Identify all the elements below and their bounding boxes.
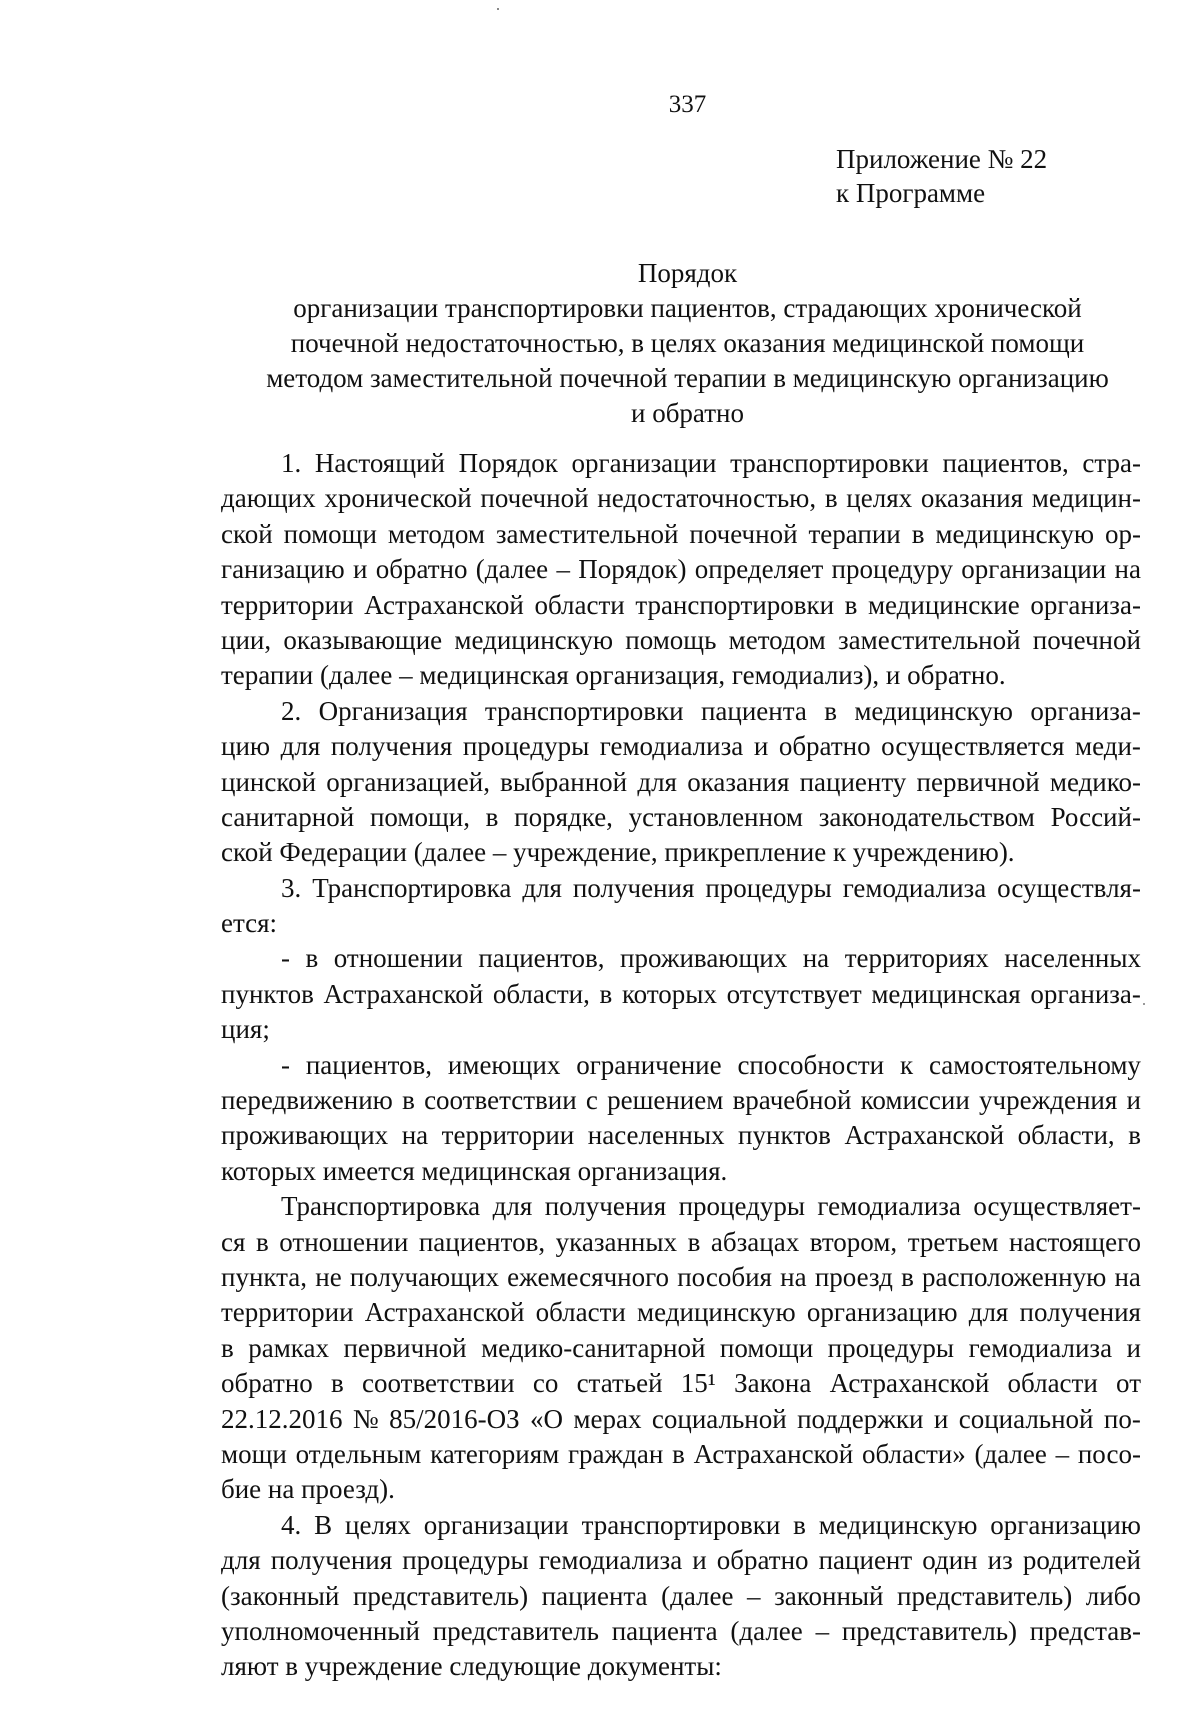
text-word: (далее (974, 1438, 1047, 1469)
text-word: населенных (1004, 943, 1141, 974)
text-line: ской Федерации (далее – учреждение, прикрепление к учреждению). (221, 837, 1015, 868)
text-line (221, 588, 1141, 623)
text-word: рамках (248, 1332, 329, 1363)
text-line (221, 1225, 1141, 1260)
text-line (221, 765, 1141, 800)
text-line (221, 481, 1141, 516)
text-word: меди- (1075, 731, 1141, 762)
text-word: помощи (719, 1332, 814, 1363)
text-word: транспортировки (484, 695, 684, 726)
text-word: хронической (324, 483, 472, 514)
text-word: способности (737, 1049, 885, 1080)
text-word: методом (387, 518, 485, 549)
text-word: отношении (279, 1226, 409, 1257)
text-word: порядке, (514, 801, 613, 832)
text-word: на (401, 1120, 429, 1151)
text-word: стра- (1082, 448, 1141, 478)
text-word: пациентов, (305, 1049, 433, 1080)
text-word: недостаточностью, (597, 483, 817, 514)
text-word: на (1114, 1261, 1141, 1292)
text-word: заместительной (837, 624, 1021, 655)
title-line: почечной недостаточностью, в целях оказания медицинской помощи (290, 328, 1085, 358)
text-word: процедуры (827, 1332, 955, 1363)
text-word: медицинскую (454, 624, 614, 655)
title-heading: Порядок (637, 258, 738, 288)
text-word: для (522, 872, 562, 903)
text-word: территории (221, 1297, 354, 1328)
text-word: – (747, 1580, 761, 1611)
text-word: Астраханской (829, 1368, 990, 1399)
text-word: пациента (700, 695, 807, 726)
text-word: территориях (844, 943, 989, 974)
text-word: Астраханской (323, 978, 484, 1009)
text-word: и (352, 554, 368, 585)
text-word: получения (330, 731, 453, 762)
text-word: получения (1019, 1297, 1141, 1328)
text-word: мощи (221, 1438, 287, 1469)
text-line: ется: (221, 908, 278, 939)
text-word: транспортировки (635, 589, 835, 620)
text-word: Порядок) (578, 554, 687, 585)
text-word: третьем (907, 1226, 999, 1257)
text-word: осуществля- (997, 872, 1141, 903)
text-word: помощь (625, 624, 717, 655)
text-word: в (1128, 1120, 1141, 1151)
text-word: с (585, 1085, 598, 1116)
text-word: помощи, (369, 801, 470, 832)
text-line (221, 1508, 1141, 1543)
text-word: ся (221, 1226, 246, 1257)
text-word: пациента (611, 1615, 718, 1646)
text-word: врачебной (732, 1085, 852, 1116)
text-word: в (844, 589, 858, 620)
text-word: в (305, 943, 319, 974)
text-word: 15¹ (680, 1368, 716, 1399)
text-word: представ- (1029, 1615, 1141, 1646)
text-word: в (402, 1085, 415, 1116)
text-word: ежемесячного (507, 1261, 670, 1292)
text-word: медико- (1049, 766, 1141, 797)
text-word: организации (423, 1509, 569, 1540)
text-word: (далее (730, 1615, 803, 1646)
text-word: выбранной (500, 766, 628, 797)
text-word: представитель) (352, 1580, 529, 1611)
text-word: в (485, 801, 499, 832)
text-word: уполномоченный (221, 1615, 420, 1646)
title-line: и обратно (631, 398, 744, 428)
text-word: Россий- (1050, 801, 1141, 832)
text-word: гемодиализа (599, 731, 744, 762)
text-line (221, 1048, 1141, 1083)
text-word: организа- (1030, 978, 1141, 1009)
text-word: в (255, 1226, 269, 1257)
text-word: осуществляет- (973, 1191, 1141, 1222)
annex-header (836, 142, 1047, 210)
text-word: определяет (694, 554, 824, 585)
text-word: получения (270, 1545, 393, 1576)
text-word: гемодиализа (817, 1191, 961, 1222)
document-title (230, 256, 1145, 431)
text-word: (законный (221, 1580, 340, 1611)
text-word: в (221, 1332, 234, 1363)
text-word: для (637, 766, 677, 797)
text-word: организа- (1030, 695, 1141, 726)
text-word: «О (530, 1403, 564, 1434)
text-word: в (824, 695, 837, 726)
text-word: проезд (814, 1261, 893, 1292)
text-line: бие на проезд). (221, 1474, 395, 1505)
text-word: процедуры (402, 1545, 529, 1576)
text-word: ор- (1105, 518, 1141, 549)
text-line: которых имеется медицинская организация. (221, 1155, 728, 1186)
text-word: организа- (1030, 589, 1141, 620)
text-word: получения (572, 872, 695, 903)
text-line (221, 729, 1141, 764)
text-word: процедуры (462, 731, 590, 762)
text-word: на (802, 943, 830, 974)
text-word: на (1114, 554, 1141, 585)
text-word: указанных (555, 1226, 678, 1257)
text-line (221, 1402, 1141, 1437)
text-word: процедуры (678, 1191, 805, 1222)
text-line (221, 977, 1141, 1012)
text-word: обратно (221, 1368, 313, 1399)
text-word: соответствии (362, 1368, 515, 1399)
text-word: Астраханской (364, 589, 524, 620)
text-word: 4. (281, 1509, 302, 1540)
text-word: для (968, 1297, 1009, 1328)
text-word: заместительной (495, 518, 679, 549)
annex-number: Приложение № 22 (836, 144, 1048, 174)
text-line (221, 446, 1141, 481)
text-word: не (315, 1261, 342, 1292)
text-word: санитарной (221, 801, 355, 832)
text-word: оказания (920, 483, 1024, 514)
text-word: для (280, 731, 321, 762)
text-word: посо- (1077, 1438, 1141, 1469)
text-word: процедуры (705, 872, 832, 903)
text-word: для (492, 1191, 533, 1222)
text-word: 85/2016-ОЗ (389, 1403, 520, 1434)
text-word: Транспортировка (281, 1191, 481, 1222)
text-word: родителей (1022, 1545, 1141, 1576)
text-word: комиссии (860, 1085, 970, 1116)
text-word: абзацах (710, 1226, 800, 1257)
text-word: пациентов, (418, 1226, 546, 1257)
text-word: из (987, 1545, 1013, 1576)
text-line (221, 1366, 1141, 1401)
text-word: в (911, 518, 925, 549)
text-word: пункта, (221, 1261, 308, 1292)
scan-artifact (497, 8, 499, 10)
text-word: к (899, 1049, 914, 1080)
text-word: Настоящий (314, 448, 445, 478)
text-word: области, (492, 978, 590, 1009)
text-line (221, 800, 1141, 835)
text-word: осуществляется (881, 731, 1065, 762)
text-word: настоящего (1009, 1226, 1141, 1257)
text-word: оказывающие (283, 624, 443, 655)
text-line (221, 1189, 1141, 1224)
text-word: решением (607, 1085, 724, 1116)
text-word: Закона (734, 1368, 812, 1399)
text-word: обратно (375, 554, 468, 585)
text-line (221, 1579, 1141, 1614)
text-word: пациента (541, 1580, 648, 1611)
text-word: со (532, 1368, 559, 1399)
text-word: организацию (990, 1509, 1141, 1540)
text-word: 2. (281, 695, 302, 726)
text-word: для (221, 1545, 261, 1576)
text-word: пациенту (799, 766, 907, 797)
text-word: социальной (651, 1403, 787, 1434)
text-word: мерах (573, 1403, 642, 1434)
text-word: от (1116, 1368, 1141, 1399)
text-line (221, 1331, 1141, 1366)
document-body (221, 446, 1141, 1685)
text-word: обратно (716, 1545, 809, 1576)
text-word: области, (1017, 1120, 1115, 1151)
text-word: гемодиализа (538, 1545, 683, 1576)
text-word: статьей (576, 1368, 663, 1399)
text-word: оказания (687, 766, 790, 797)
annex-reference: к Программе (836, 178, 986, 208)
text-word: медико-санитарной (481, 1332, 706, 1363)
text-word: Транспортировка (312, 872, 512, 903)
scan-artifact (1143, 1003, 1145, 1005)
text-word: в (599, 978, 613, 1009)
text-word: ской (221, 518, 273, 549)
text-word: процедуру (831, 554, 953, 585)
text-word: организации (571, 448, 717, 478)
text-word: получающих (349, 1261, 499, 1292)
text-word: территории (441, 1120, 575, 1151)
text-word: организацией, (326, 766, 490, 797)
text-word: социальной (958, 1403, 1094, 1434)
text-word: и (933, 1403, 949, 1434)
text-word: территории (221, 589, 354, 620)
text-word: законодательством (818, 801, 1035, 832)
text-word: цинской (221, 766, 317, 797)
text-word: медицинские (867, 589, 1020, 620)
text-word: медицинскую (637, 1297, 796, 1328)
text-word: отношении (333, 943, 463, 974)
page-number: 337 (668, 91, 707, 118)
text-word: и (692, 1545, 707, 1576)
text-word: терапии (808, 518, 901, 549)
text-word: в (901, 1261, 914, 1292)
text-word: первичной (343, 1332, 467, 1363)
text-word: Порядок (458, 448, 558, 478)
text-word: ограничение (576, 1049, 722, 1080)
text-word: 22.12.2016 (221, 1403, 343, 1434)
text-word: Астраханской (364, 1297, 525, 1328)
text-word: в (824, 483, 838, 514)
text-word: самостоятельному (928, 1049, 1141, 1080)
text-word: организации (961, 554, 1107, 585)
text-word: медицин- (1031, 483, 1141, 514)
text-word: населенных (587, 1120, 725, 1151)
text-word: цию (221, 731, 271, 762)
text-word: соответствии (424, 1085, 577, 1116)
text-word: представитель (432, 1615, 599, 1646)
text-word: области (1007, 1368, 1098, 1399)
text-word: дающих (221, 483, 316, 514)
text-word: – (1055, 1438, 1070, 1469)
text-word: целях (345, 1509, 411, 1540)
text-word: медицинская (871, 978, 1021, 1009)
text-word: получения (544, 1191, 667, 1222)
text-word: проживающих (221, 1120, 389, 1151)
text-word: передвижению (221, 1085, 393, 1116)
text-word: почечной (689, 518, 798, 549)
text-word: первичной (916, 766, 1040, 797)
text-word: области (535, 1297, 626, 1328)
text-word: пунктов (738, 1120, 831, 1151)
text-line (221, 517, 1141, 552)
text-word: расположенную (922, 1261, 1107, 1292)
text-word: граждан (567, 1438, 664, 1469)
text-word: медицинскую (854, 695, 1013, 726)
text-line: ляют в учреждение следующие документы: (221, 1651, 722, 1682)
text-word: законный (774, 1580, 884, 1611)
text-word: в (687, 1226, 701, 1257)
text-word: пациентов, (942, 448, 1069, 478)
text-word: представитель) (841, 1615, 1018, 1646)
title-line: организации транспортировки пациентов, страдающих хронической (293, 293, 1082, 323)
text-line: терапии (далее – медицинская организация, гемодиализ), и обратно. (221, 660, 1006, 691)
text-word: втором, (809, 1226, 898, 1257)
text-line (221, 941, 1141, 976)
text-word: установленном (628, 801, 804, 832)
text-word: В (314, 1509, 333, 1540)
text-word: - (281, 943, 290, 974)
text-word: которых (621, 978, 717, 1009)
text-word: Астраханской (844, 1120, 1005, 1151)
text-word: пособия (677, 1261, 772, 1292)
text-word: проживающих (620, 943, 788, 974)
text-word: в (331, 1368, 344, 1399)
text-word: либо (1085, 1580, 1141, 1611)
text-word: транспортировки (730, 448, 929, 478)
text-word: категориям (430, 1438, 560, 1469)
text-line (221, 1295, 1141, 1330)
text-word: и (753, 731, 769, 762)
text-word: отсутствует (726, 978, 862, 1009)
text-word: области (534, 589, 625, 620)
text-word: организацию (806, 1297, 958, 1328)
text-word: № (352, 1403, 379, 1434)
text-line (221, 1543, 1141, 1578)
text-word: один (922, 1545, 978, 1576)
text-word: гемодиализа (842, 872, 987, 903)
text-line (221, 1437, 1141, 1472)
text-word: гемодиализа (968, 1332, 1113, 1363)
text-word: пациент (818, 1545, 913, 1576)
text-word: транспортировки (581, 1509, 781, 1540)
text-word: учреждения (979, 1085, 1118, 1116)
text-line: ция; (221, 1014, 270, 1045)
text-word: обратно (778, 731, 871, 762)
text-word: (далее (661, 1580, 734, 1611)
text-word: почечной (1032, 624, 1141, 655)
text-word: помощи (283, 518, 377, 549)
text-line (221, 623, 1141, 658)
text-word: Астраханской (693, 1438, 854, 1469)
text-word: ганизацию (221, 554, 345, 585)
text-word: пациентов, (478, 943, 605, 974)
text-word: в (793, 1509, 806, 1540)
text-word: и (1126, 1332, 1141, 1363)
text-line (221, 1118, 1141, 1153)
text-word: пунктов (221, 978, 314, 1009)
text-word: медицинскую (935, 518, 1095, 549)
text-word: 1. (281, 448, 302, 478)
text-line (221, 1260, 1141, 1295)
text-word: области» (861, 1438, 966, 1469)
text-word: почечной (480, 483, 589, 514)
text-line (221, 1083, 1141, 1118)
text-word: Организация (318, 695, 468, 726)
text-word: - (281, 1049, 290, 1080)
text-line (221, 694, 1141, 729)
title-line: методом заместительной почечной терапии в медицинскую организацию (266, 363, 1109, 393)
text-word: по- (1103, 1403, 1141, 1434)
text-word: поддержки (797, 1403, 924, 1434)
text-word: в (672, 1438, 685, 1469)
text-word: имеющих (447, 1049, 561, 1080)
text-word: 3. (281, 872, 302, 903)
text-word: и (1126, 1085, 1141, 1116)
text-line (221, 871, 1141, 906)
text-word: на (780, 1261, 807, 1292)
text-word: – (556, 554, 570, 585)
text-word: методом (728, 624, 826, 655)
text-word: отдельным (295, 1438, 422, 1469)
text-word: ции, (221, 624, 272, 655)
text-word: представитель) (897, 1580, 1073, 1611)
text-word: целях (846, 483, 913, 514)
text-line (221, 1614, 1141, 1649)
text-word: (далее (475, 554, 549, 585)
text-word: – (815, 1615, 830, 1646)
text-word: медицинскую (818, 1509, 978, 1540)
text-line (221, 552, 1141, 587)
